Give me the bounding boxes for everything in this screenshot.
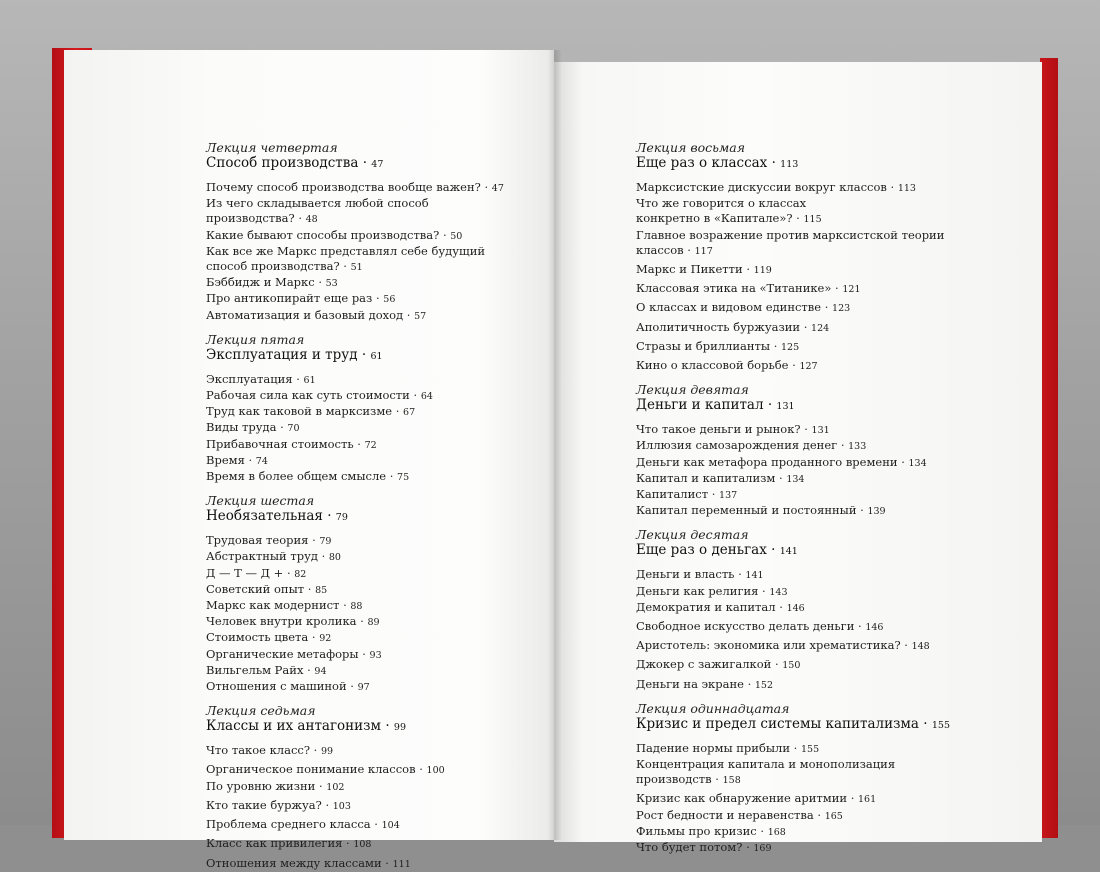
lecture-label: Лекция пятая xyxy=(206,331,305,347)
toc-entry: Деньги на экране · 152 xyxy=(636,676,774,691)
toc-entry: Как все же Маркс представлял себе будущий способ производства? · 51 xyxy=(206,243,486,274)
toc-entry: Из чего складывается любой способ производства? · 48 xyxy=(206,196,429,226)
toc-entry: Аристотель: экономика или хрематистика? · 148 xyxy=(636,638,930,653)
section-title: Еще раз о деньгах · 141 xyxy=(636,542,798,559)
toc-entry: Маркс и Пикетти · 119 xyxy=(636,262,772,277)
toc-section-lecture-11 xyxy=(636,701,956,856)
toc-entry: Какие бывают способы производства? · 50 xyxy=(206,227,463,242)
toc-entry: Джокер с зажигалкой · 150 xyxy=(636,657,801,672)
toc-entry: Стразы и бриллианты · 125 xyxy=(636,338,800,353)
toc-entry: Эксплуатация · 61 xyxy=(206,371,316,386)
toc-entry: Д — Т — Д + · 82 xyxy=(206,565,307,580)
toc-entry: О классах и видовом единстве · 123 xyxy=(636,300,851,315)
lecture-label: Лекция шестая xyxy=(206,493,315,509)
toc-entry: Кто такие буржуа? · 103 xyxy=(206,797,351,812)
toc-entry: Деньги и власть · 141 xyxy=(636,567,764,582)
toc-entry: Марксистские дискуссии вокруг классов · 113 xyxy=(636,180,916,194)
toc-entry: Деньги как метафора проданного времени · 134 xyxy=(636,454,927,469)
toc-entry: Демократия и капитал · 146 xyxy=(636,599,805,614)
lecture-label: Лекция четвертая xyxy=(206,140,338,155)
toc-entry: Деньги как религия · 143 xyxy=(636,583,788,598)
toc-entry: Кризис как обнаружение аритмии · 161 xyxy=(636,791,877,806)
book-spine xyxy=(548,50,562,840)
toc-entry: Органические метафоры · 93 xyxy=(206,646,382,661)
toc-section-lecture-4 xyxy=(206,140,536,324)
toc-entry: Проблема среднего класса · 104 xyxy=(206,817,400,832)
toc-entry: Рабочая сила как суть стоимости · 64 xyxy=(206,388,433,403)
toc-entry: Капитал переменный и постоянный · 139 xyxy=(636,503,886,518)
toc-entry: Что такое деньги и рынок? · 131 xyxy=(636,422,830,437)
toc-entry: Рост бедности и неравенства · 165 xyxy=(636,807,843,822)
toc-entry: Классовая этика на «Титанике» · 121 xyxy=(636,281,861,296)
toc-entry: Про антикопирайт еще раз · 56 xyxy=(206,291,396,306)
toc-entry: Падение нормы прибыли · 155 xyxy=(636,740,820,755)
lecture-label: Лекция седьмая xyxy=(206,703,316,719)
toc-entry: Автоматизация и базовый доход · 57 xyxy=(206,307,427,322)
toc-entry: Прибавочная стоимость · 72 xyxy=(206,436,377,451)
toc-entry: Бэббидж и Маркс · 53 xyxy=(206,275,338,290)
lecture-label: Лекция десятая xyxy=(636,527,749,543)
toc-entry: Аполитичность буржуазии · 124 xyxy=(636,319,830,334)
toc-entry: Время · 74 xyxy=(206,452,268,467)
book-cover-right xyxy=(1040,58,1058,838)
toc-entry: Вильгельм Райх · 94 xyxy=(206,662,327,677)
toc-entry: По уровню жизни · 102 xyxy=(206,778,345,793)
toc-entry: Маркс как модернист · 88 xyxy=(206,598,363,613)
toc-entry: Абстрактный труд · 80 xyxy=(206,549,341,564)
section-title: Способ производства · 47 xyxy=(206,155,384,171)
toc-entry: Время в более общем смысле · 75 xyxy=(206,469,410,484)
toc-section-lecture-5 xyxy=(206,332,536,485)
toc-entry: Иллюзия самозарождения денег · 133 xyxy=(636,438,867,453)
toc-entry: Капитал и капитализм · 134 xyxy=(636,470,805,485)
toc-entry: Трудовая теория · 79 xyxy=(206,533,332,548)
section-title: Деньги и капитал · 131 xyxy=(636,397,795,414)
toc-entry: Что же говорится о классах конкретно в «Капитале»? · 115 xyxy=(636,196,822,226)
toc-entry: Что будет потом? · 169 xyxy=(636,840,772,855)
lecture-label: Лекция девятая xyxy=(636,382,749,398)
toc-right-column xyxy=(636,140,956,856)
toc-entry: Главное возражение против марксистской теории классов · 117 xyxy=(636,227,945,257)
toc-entry: Кино о классовой борьбе · 127 xyxy=(636,358,818,373)
toc-entry: Что такое класс? · 99 xyxy=(206,743,334,758)
toc-entry: Фильмы про кризис · 168 xyxy=(636,823,786,838)
toc-section-lecture-9 xyxy=(636,382,956,519)
toc-entry: Отношения между классами · 111 xyxy=(206,855,411,870)
lecture-label: Лекция восьмая xyxy=(636,140,746,155)
lecture-label: Лекция одиннадцатая xyxy=(636,700,790,716)
toc-section-lecture-6 xyxy=(206,493,536,695)
toc-entry: Виды труда · 70 xyxy=(206,420,300,435)
toc-entry: Свободное искусство делать деньги · 146 xyxy=(636,619,884,634)
toc-entry: Класс как привилегия · 108 xyxy=(206,836,372,851)
section-title: Еще раз о классах · 113 xyxy=(636,155,799,171)
section-title: Необязательная · 79 xyxy=(206,508,348,525)
toc-entry: Органическое понимание классов · 100 xyxy=(206,762,445,777)
toc-section-lecture-10 xyxy=(636,527,956,692)
toc-entry: Почему способ производства вообще важен? · 47 xyxy=(206,180,504,194)
toc-entry: Труд как таковой в марксизме · 67 xyxy=(206,404,416,419)
toc-section-lecture-8 xyxy=(636,140,956,374)
toc-entry: Человек внутри кролика · 89 xyxy=(206,614,380,629)
toc-entry: Советский опыт · 85 xyxy=(206,581,328,596)
toc-entry: Капиталист · 137 xyxy=(636,487,738,502)
section-title: Эксплуатация и труд · 61 xyxy=(206,346,383,363)
section-title: Классы и их антагонизм · 99 xyxy=(206,718,407,735)
toc-left-column xyxy=(206,140,536,872)
section-title: Кризис и предел системы капитализма · 155 xyxy=(636,715,951,732)
toc-section-lecture-7 xyxy=(206,703,536,871)
toc-entry: Стоимость цвета · 92 xyxy=(206,630,332,645)
toc-entry: Концентрация капитала и монополизация производств · 158 xyxy=(636,757,896,787)
toc-entry: Отношения с машиной · 97 xyxy=(206,679,370,694)
